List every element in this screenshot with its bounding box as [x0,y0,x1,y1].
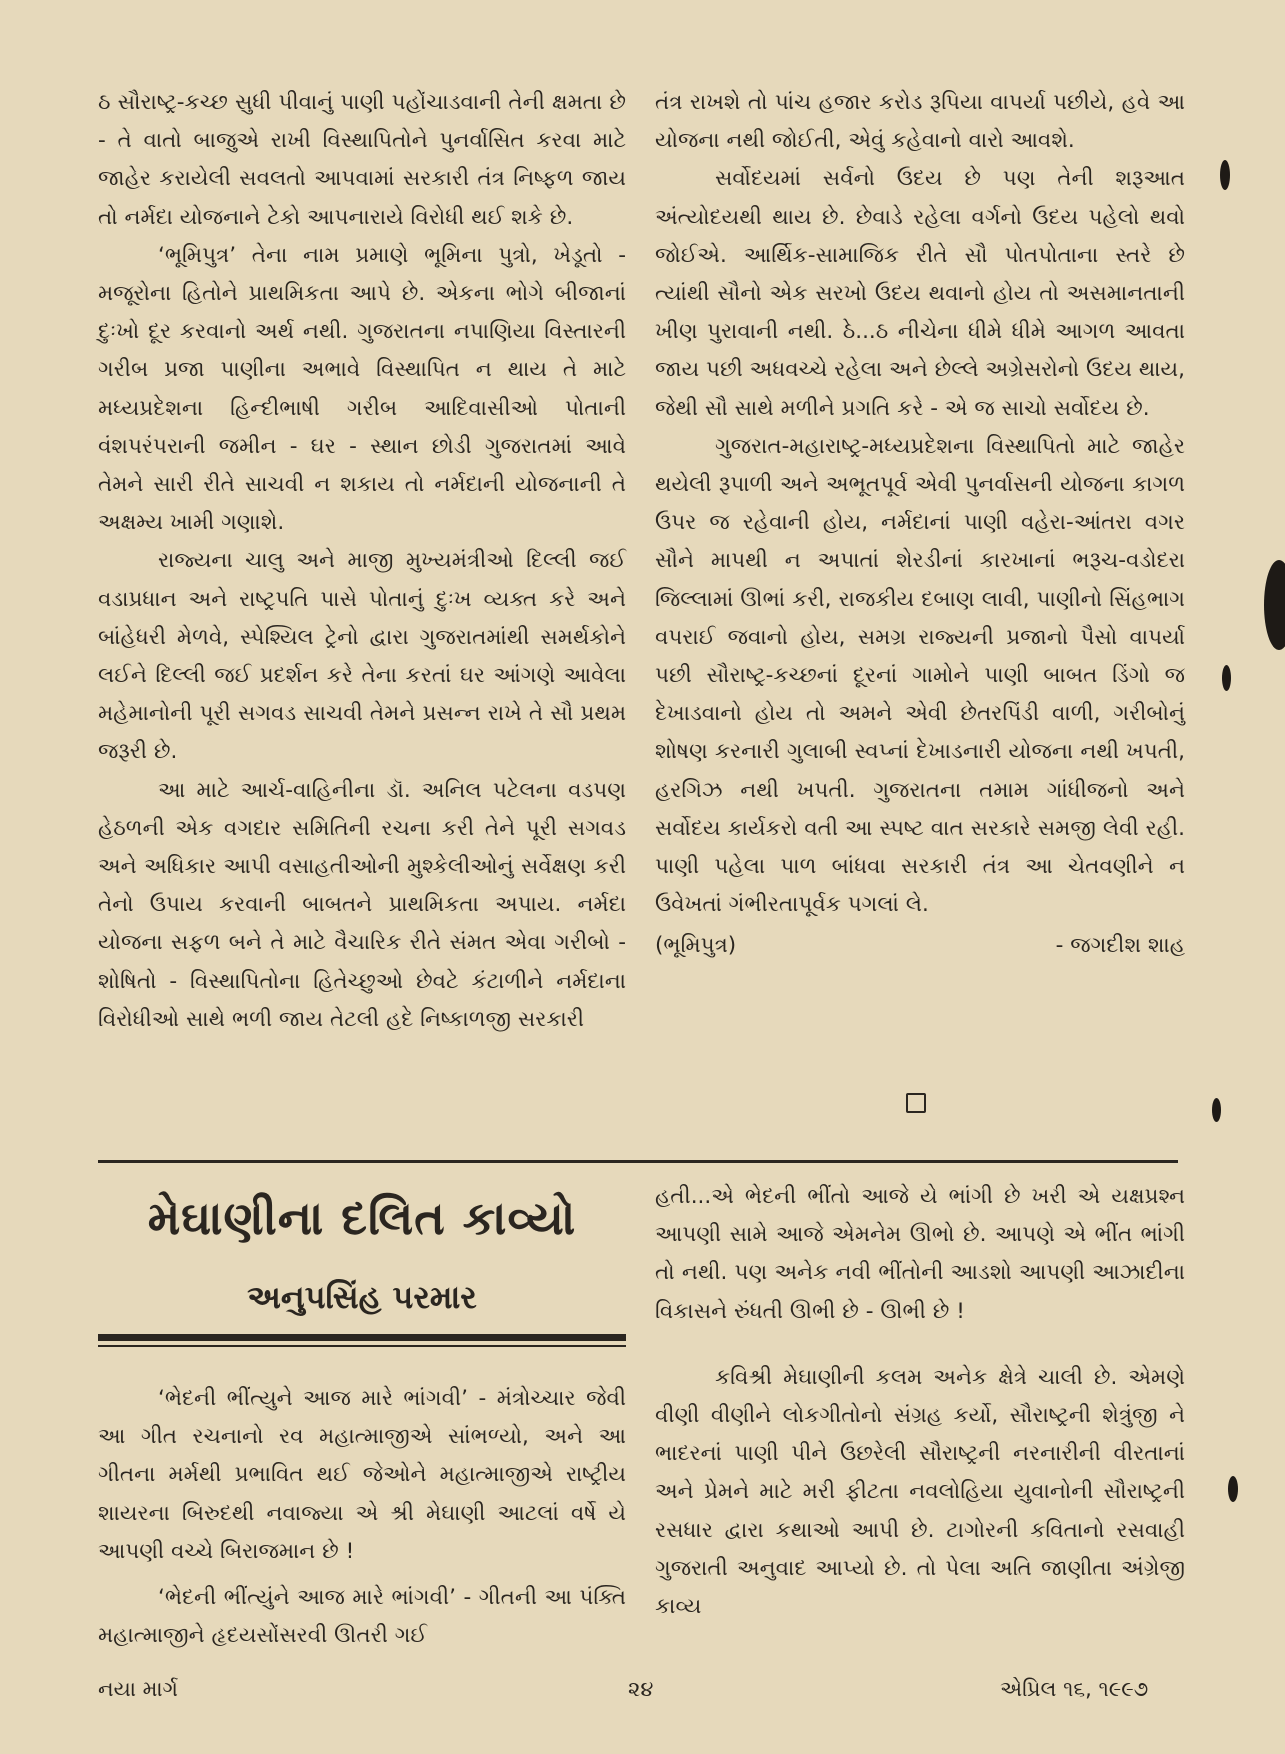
paper-damage-mark [1228,1476,1238,1502]
paragraph: ‘ભેદની ભીંત્યુને આજ મારે ભાંગવી’ - મંત્રોચ્ચાર જેવી આ ગીત રચનાનો રવ મહાત્માજીએ સાંભળ્યો, અને આ ગીતના મર્મથી પ્રભાવિત થઈ જેઓને મહાત્માજીએ રાષ્ટ્રીય શાયરના બિરુદથી નવાજ્યા એ શ્રી મેઘાણી આટલાં વર્ષે યે આપણી વચ્ચે બિરાજમાન છે ! [98,1386,626,1564]
paragraph: આ માટે આર્ચ-વાહિનીના ડૉ. અનિલ પટેલના વડપણ હેઠળની એક વગદાર સમિતિની રચના કરી તેને પૂરી સગવડ અને અધિકાર આપી વસાહતીઓની મુશ્કેલીઓનું સર્વેક્ષણ કરી તેનો ઉપાય કરવાની બાબતને પ્રાથમિકતા અપાય. નર્મદા યોજના સફળ બને તે માટે વૈચારિક રીતે સંમત એવા ગરીબો - શોષિતો - વિસ્થાપિતોના હિતેચ્છુઓ છેવટે કંટાળીને નર્મદાના વિરોધીઓ સાથે ભળી જાય તેટલી હદે નિષ્કાળજી સરકારી [98,777,626,1032]
title-rule-thin [98,1345,626,1347]
paper-damage-mark [1220,160,1230,190]
paragraph: ઠ સૌરાષ્ટ્ર-કચ્છ સુધી પીવાનું પાણી પહોંચાડવાની તેની ક્ષમતા છે - તે વાતો બાજુએ રાખી વિસ્થાપિતોને પુનર્વાસિત કરવા માટે જાહેર કરાયેલી સવલતો આપવામાં સરકારી તંત્ર નિષ્ફળ જાય તો નર્મદા યોજનાને ટેકો આપનારાયે વિરોધી થઈ શકે છે. [98,90,626,230]
paragraph: તંત્ર રાખશે તો પાંચ હજાર કરોડ રૂપિયા વાપર્યા પછીયે, હવે આ યોજના નથી જોઈતી, એવું કહેવાનો વારો આવશે. [655,90,1185,154]
paragraph: સર્વોદયમાં સર્વનો ઉદય છે પણ તેની શરૂઆત અંત્યોદયથી થાય છે. છેવાડે રહેલા વર્ગનો ઉદય પહેલો થવો જોઈએ. આર્થિક-સામાજિક રીતે સૌ પોતપોતાના સ્તરે છે ત્યાંથી સૌનો એક સરખો ઉદય થવાનો હોય તો અસમાનતાની ખીણ પુરાવાની નથી. ઠે...ઠ નીચેના ધીમે ધીમે આગળ આવતા જાય પછી અધવચ્ચે રહેલા અને છેલ્લે અગ્રેસરોનો ઉદય થાય, જેથી સૌ સાથે મળીને પ્રગતિ કરે - એ જ સાચો સર્વોદય છે. [655,166,1185,421]
paragraph: કવિશ્રી મેઘાણીની કલમ અનેક ક્ષેત્રે ચાલી છે. એમણે વીણી વીણીને લોકગીતોનો સંગ્રહ કર્યો, સૌરાષ્ટ્રની શેત્રુંજી ને ભાદરનાં પાણી પીને ઉછરેલી સૌરાષ્ટ્રની નરનારીની વીરતાનાં અને પ્રેમને માટે મરી ફીટતા નવલોહિયા યુવાનોની સૌરાષ્ટ્રની રસધાર દ્વારા કથાઓ આપી છે. ટાગોરની કવિતાનો રસવાહી ગુજરાતી અનુવાદ આપ્યો છે. તો પેલા અતિ જાણીતા અંગ્રેજી કાવ્ય [655,1364,1185,1620]
source-label: (ભૂમિપુત્ર) [655,933,737,959]
article-left-column [98,1380,626,1655]
article-title: મેઘાણીના દલિત કાવ્યો [147,1191,577,1245]
article-author: અનુપસિંહ પરમાર [247,1278,477,1316]
paragraph: ગુજરાત-મહારાષ્ટ્ર-મધ્યપ્રદેશના વિસ્થાપિતો માટે જાહેર થયેલી રૂપાળી અને અભૂતપૂર્વ એવી પુનર્વાસની યોજના કાગળ ઉપર જ રહેવાની હોય, નર્મદાનાં પાણી વહેરા-આંતરા વગર સૌને માપથી ન અપાતાં શેરડીનાં કારખાનાં ભરૂચ-વડોદરા જિલ્લામાં ઊભાં કરી, રાજકીય દબાણ લાવી, પાણીનો સિંહભાગ વપરાઈ જવાનો હોય, સમગ્ર રાજ્યની પ્રજાનો પૈસો વાપર્યા પછી સૌરાષ્ટ્ર-કચ્છનાં દૂરનાં ગામોને પાણી બાબત ડિંગો જ દેખાડવાનો હોય તો અમને એવી છેતરપિંડી વાળી, ગરીબોનું શોષણ કરનારી ગુલાબી સ્વપ્નાં દેખાડનારી યોજના નથી ખપતી, હરગિઝ નથી ખપતી. ગુજરાતના તમામ ગાંધીજનો અને સર્વોદય કાર્યકરો વતી આ સ્પષ્ટ વાત સરકારે સમજી લેવી રહી. પાણી પહેલા પાળ બાંધવા સરકારી તંત્ર આ ચેતવણીને ન ઉવેખતાં ગંભીરતાપૂર્વક પગલાં લે. [655,433,1185,918]
signature-row [655,926,1185,966]
paragraph: ‘ભૂમિપુત્ર’ તેના નામ પ્રમાણે ભૂમિના પુત્રો, ખેડૂતો - મજૂરોના હિતોને પ્રાથમિકતા આપે છે. એકના ભોગે બીજાનાં દુઃખો દૂર કરવાનો અર્થ નથી. ગુજરાતના નપાણિયા વિસ્તારની ગરીબ પ્રજા પાણીના અભાવે વિસ્થાપિત ન થાય તે માટે મધ્યપ્રદેશના હિન્દીભાષી ગરીબ આદિવાસીઓ પોતાની વંશપરંપરાની જમીન - ઘર - સ્થાન છોડી ગુજરાતમાં આવે તેમને સારી રીતે સાચવી ન શકાય તો નર્મદાની યોજનાની તે અક્ષમ્ય ખામી ગણાશે. [98,242,626,536]
section-divider [98,1160,1178,1163]
paper-damage-mark [1222,665,1231,691]
footer-page-number: ૨૪ [628,1677,654,1701]
paragraph: ‘ભેદની ભીંત્યુંને આજ મારે ભાંગવી’ - ગીતની આ પંક્તિ મહાત્માજીને હૃદયસોંસરવી ઊતરી ગઈ [98,1585,626,1649]
end-of-article-mark [906,1093,926,1113]
paper-damage-mark [1264,560,1285,650]
paragraph: રાજ્યના ચાલુ અને માજી મુખ્યમંત્રીઓ દિલ્લી જઈ વડાપ્રધાન અને રાષ્ટ્રપતિ પાસે પોતાનું દુઃખ વ્યક્ત કરે અને બાંહેધરી મેળવે, સ્પેશ્યિલ ટ્રેનો દ્વારા ગુજરાતમાંથી સમર્થકોને લઈને દિલ્લી જઈ પ્રદર્શન કરે તેના કરતાં ઘર આંગણે આવેલા મહેમાનોની પૂરી સગવડ સાચવી તેમને પ્રસન્ન રાખે તે સૌ પ્રથમ જરૂરી છે. [98,548,626,765]
paper-damage-mark [1212,1098,1221,1122]
article-right-column [655,1178,1185,1626]
footer-magazine-name: નયા માર્ગ [98,1677,178,1701]
paragraph: હતી...એ ભેદની ભીંતો આજે યે ભાંગી છે ખરી એ યક્ષપ્રશ્ન આપણી સામે આજે એમનેમ ઊભો છે. આપણે એ ભીંત ભાંગી તો નથી. પણ અનેક નવી ભીંતોની આડશો આપણી આઝાદીના વિકાસને રુંધતી ઊભી છે - ઊભી છે ! [655,1184,1185,1324]
top-right-column [655,84,1185,966]
footer-date: એપ્રિલ ૧૬, ૧૯૯૭ [1000,1677,1149,1701]
author-signature: - જગદીશ શાહ [1055,933,1185,959]
title-rule-thick [98,1334,626,1341]
top-left-column [98,84,626,1039]
